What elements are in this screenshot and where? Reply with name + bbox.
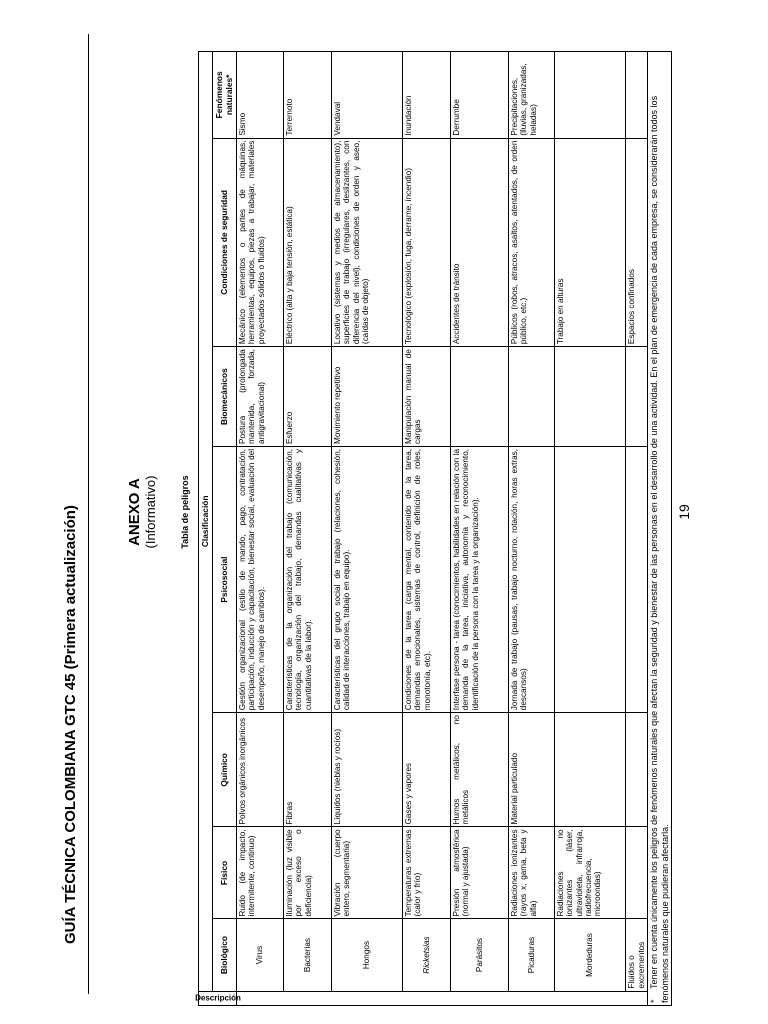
table-cell: Interfase persona - tarea (conocimientos, habilidades en relación con la demanda de la tarea, iniciativa, autonomía y reconocimiento, identificación de la persona con la tarea y la organización). [451,446,509,712]
table-cell: Material particulado [509,713,555,827]
table-cell: Jornada de trabajo (pausas, trabajo nocturno, rotación, horas extras, descansos) [509,446,555,712]
table-cell: Características de la organización del trabajo (comunicación, tecnología, organización del trabajo, demandas cualitativas y cuantitativas de la labor). [284,446,332,712]
table-cell: Polvos orgánicos inorgánicos [237,713,284,827]
column-header-psicosocial: Psicosocial [213,446,237,712]
table-cell: Públicos (robos, atracos, asaltos, atentados, de orden público, etc.) [509,138,555,347]
table-cell: Mordeduras [555,919,626,991]
table-cell: Eléctrico (alta y baja tensión, estática) [284,138,332,347]
table-cell: Precipitaciones, (lluvias, granizadas, heladas) [509,52,555,139]
table-cell: Fibras [284,713,332,827]
table-cell: Temperaturas extremas (calor y frío) [403,827,451,919]
document-code: GTC 45 (Primera actualización) [62,505,79,726]
table-cell: Fluidos o excrementos [626,919,648,991]
table-cell: Inundación [403,52,451,139]
column-header-condiciones-seguridad: Condiciones de seguridad [213,138,237,347]
table-cell: Mecánico (elementos o partes de máquinas, herramientas, equipos, piezas a trabajar, materiales proyectados sólidos o fluidos) [237,138,284,347]
annex-title: ANEXO A [126,478,143,546]
annex-heading [126,0,158,1024]
table-cell [555,446,626,712]
table-row [284,52,332,1006]
table-cell: Gestión organizacional (estilo de mando, pago, contratación, participación, inducción y capacitación, bienestar social, evaluación del desempeño, manejo de cambios). [237,446,284,712]
table-cell: Radiaciones ionizantes (rayos x, gama, beta y alfa) [509,827,555,919]
table-cell: Parásitos [451,919,509,991]
table-cell: Esfuerzo [284,347,332,447]
table-row [403,52,451,1006]
hazard-table [194,51,672,1006]
table-row [332,52,403,1006]
table-cell: Postura (prolongada mantenida, forzada, antigravitacional) [237,347,284,447]
annex-subtitle: (Informativo) [143,475,158,549]
footnote-marker: * [649,999,659,1003]
table-cell: Características del grupo social de trabajo (relaciones, cohesión, calidad de interacciones, trabajo en equipo). [332,446,403,712]
table-cell: Bacterias [284,919,332,991]
column-header-fenomenos-naturales: Fenómenos naturales* [213,52,237,139]
page-header [62,505,79,944]
table-cell: Ricketsias [403,919,451,991]
description-header: Descripción [199,991,237,1005]
table-cell: Hongos [332,919,403,991]
table-cell [626,827,648,919]
description-side-cell [237,991,648,1005]
table-cell: Accidentes de tránsito [451,138,509,347]
table-cell: Vendaval [332,52,403,139]
table-cell: Líquidos (nieblas y rocíos) [332,713,403,827]
table-cell: Trabajo en alturas [555,138,626,347]
table-cell: Derrumbe [451,52,509,139]
table-cell [555,52,626,139]
table-row [451,52,509,1006]
table-row [237,52,284,1006]
table-cell: Manipulación manual de cargas [403,347,451,447]
page-number: 19 [676,504,692,520]
classification-header: Clasificación [199,52,213,992]
table-cell: Locativo (sistemas y medios de almacenamiento), superficies de trabajo (irregulares, deslizantes, con diferencia del nivel), condiciones de orden y aseo, (caídas de objeto) [332,138,403,347]
table-cell [555,347,626,447]
header-rule [88,34,89,994]
table-cell: Virus [237,919,284,991]
table-cell [626,52,648,139]
table-cell: Vibración (cuerpo entero, segmentaria) [332,827,403,919]
table-cell: Movimiento repetitivo [332,347,403,447]
footnote-row [648,52,672,1006]
table-cell [626,347,648,447]
table-cell: Terremoto [284,52,332,139]
table-row [509,52,555,1006]
table-cell: Presión atmosférica (normal y ajustada) [451,827,509,919]
table-cell: Radiaciones no ionizantes (láser, ultravioleta, infrarroja, radiofrecuencia, microondas) [555,827,626,919]
table-cell [626,446,648,712]
table-cell [509,347,555,447]
table-title: Tabla de peligros [180,475,190,549]
table-cell: Iluminación (luz visible por exceso o deficiencia) [284,827,332,919]
column-header-biomecanicos: Biomecánicos [213,347,237,447]
table-cell: Picaduras [509,919,555,991]
table-cell: Gases y vapores [403,713,451,827]
column-header-quimico: Químico [213,713,237,827]
document-title: GUÍA TÉCNICA COLOMBIANA [62,729,79,944]
table-cell: Sismo [237,52,284,139]
table-cell: Humos metálicos, no metálicos [451,713,509,827]
table-cell: Ruido (de impacto, intermitente, continuo) [237,827,284,919]
footnote [648,52,672,1006]
table-cell [555,713,626,827]
table-row [555,52,626,1006]
table-cell: Tecnológico (explosión, fuga, derrame, incendio) [403,138,451,347]
table-row [626,52,648,1006]
column-header-biologico: Biológico [213,919,237,991]
table-cell: Espacios confinados [626,138,648,347]
column-header-fisico: Físico [213,827,237,919]
table-cell [626,713,648,827]
table-cell [451,347,509,447]
table-cell: Condiciones de la tarea (carga mental, contenido de la tarea, demandas emocionales, sistemas de control, definición de roles, monotonía, etc). [403,446,451,712]
footnote-text: Tener en cuenta únicamente los peligros de fenómenos naturales que afectan la seguridad y bienestar de las personas en el desarrollo de una actividad. En el plan de emergencia de cada empresa, se considerarán todos los fenómenos naturales que pudieran afectarla. [649,95,670,1003]
